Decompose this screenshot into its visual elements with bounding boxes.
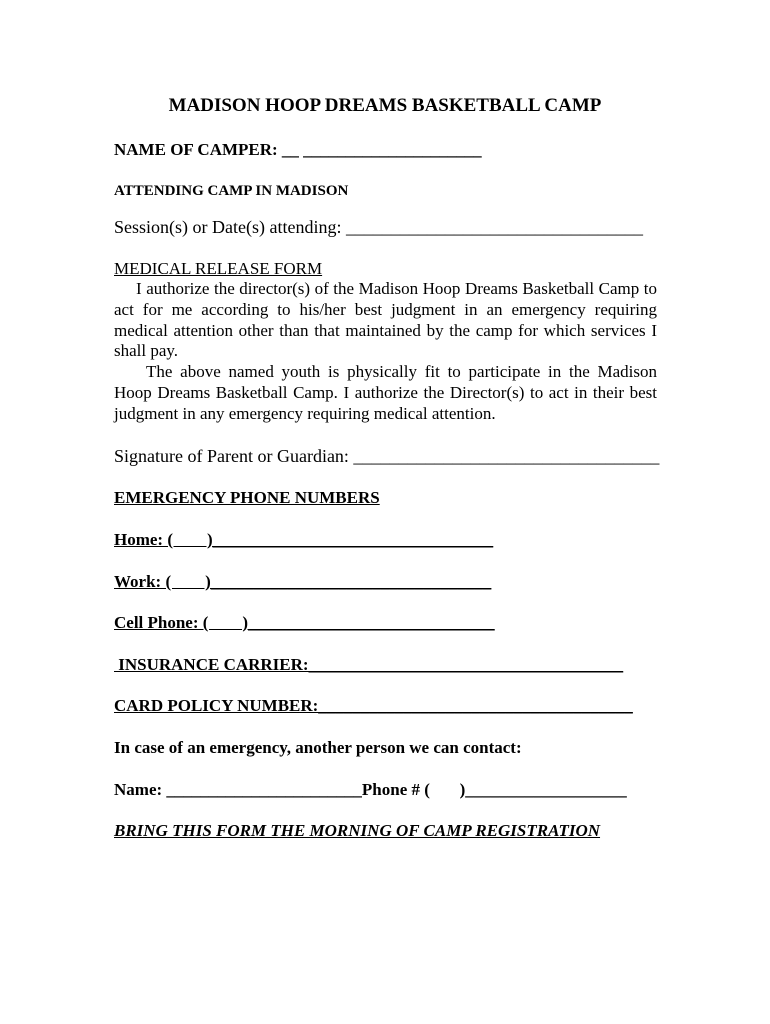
- emergency-contact-label: In case of an emergency, another person we can contact:: [114, 738, 522, 757]
- cell-phone-field: Cell Phone: ( )_____________________________: [114, 613, 495, 632]
- medical-paragraph-1: I authorize the director(s) of the Madison Hoop Dreams Basketball Camp to act for me according to his/her best judgment in an emergency requiring medical attention other than that maintained by the camp for which services I shall pay.: [114, 279, 657, 361]
- emergency-phone-heading: EMERGENCY PHONE NUMBERS: [114, 488, 380, 507]
- card-policy-number-field: CARD POLICY NUMBER:_____________________________________: [114, 696, 633, 715]
- medical-release-heading: MEDICAL RELEASE FORM: [114, 259, 323, 278]
- contact-name-phone-field: Name: _______________________Phone # ( )___________________: [114, 780, 627, 799]
- insurance-carrier-field: INSURANCE CARRIER:_____________________________________: [114, 655, 624, 674]
- medical-paragraph-2: The above named youth is physically fit to participate in the Madison Hoop Dreams Basketball Camp. I authorize the Director(s) to act in their best judgment in any emergency requiring medical attention.: [114, 362, 657, 423]
- name-of-camper-field: NAME OF CAMPER: __ _____________________: [114, 140, 482, 159]
- work-phone-field: Work: ( )_________________________________: [114, 572, 492, 591]
- sessions-field: Session(s) or Date(s) attending: _________________________________: [114, 217, 643, 237]
- medical-release-text: [114, 279, 657, 425]
- attending-camp-label: ATTENDING CAMP IN MADISON: [114, 183, 349, 199]
- home-phone-field: Home: ( )_________________________________: [114, 530, 494, 549]
- page-title: MADISON HOOP DREAMS BASKETBALL CAMP: [168, 95, 602, 116]
- bring-form-notice: BRING THIS FORM THE MORNING OF CAMP REGISTRATION: [114, 821, 601, 840]
- signature-field: Signature of Parent or Guardian: __________________________________: [114, 446, 660, 466]
